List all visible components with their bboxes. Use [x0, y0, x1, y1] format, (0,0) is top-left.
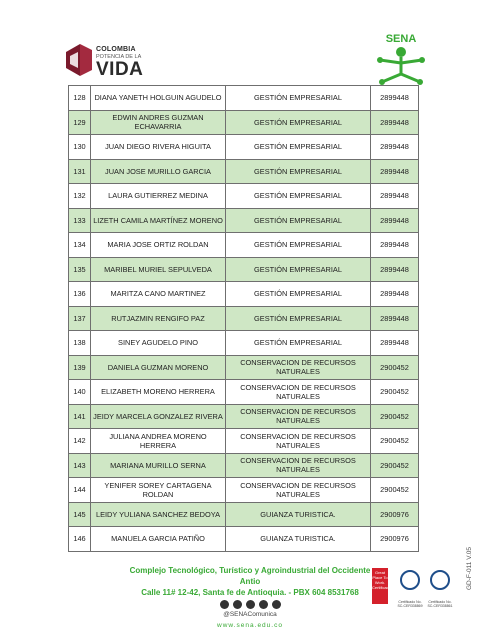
- program-name: GESTIÓN EMPRESARIAL: [226, 110, 371, 135]
- student-name: JULIANA ANDREA MORENO HERRERA: [91, 429, 226, 454]
- program-code: 2899448: [371, 159, 419, 184]
- colombia-flag-icon: [66, 44, 92, 76]
- program-name: GESTIÓN EMPRESARIAL: [226, 233, 371, 258]
- program-code: 2900452: [371, 355, 419, 380]
- program-name: GESTIÓN EMPRESARIAL: [226, 86, 371, 111]
- table-row: [69, 527, 419, 552]
- students-table: [68, 85, 419, 552]
- certificate-number: Certificado No. SC-CER338861: [427, 600, 453, 608]
- row-number: 135: [69, 257, 91, 282]
- table-row: [69, 135, 419, 160]
- student-name: ELIZABETH MORENO HERRERA: [91, 380, 226, 405]
- program-code: 2900452: [371, 429, 419, 454]
- table-row: [69, 331, 419, 356]
- program-name: GUIANZA TURISTICA.: [226, 502, 371, 527]
- program-name: CONSERVACION DE RECURSOS NATURALES: [226, 355, 371, 380]
- sena-text: SENA: [385, 33, 417, 45]
- table-row: [69, 86, 419, 111]
- program-code: 2900976: [371, 527, 419, 552]
- table-row: [69, 306, 419, 331]
- program-code: 2900976: [371, 502, 419, 527]
- document-code: GD-F-011 V.05: [466, 547, 473, 590]
- program-code: 2900452: [371, 404, 419, 429]
- table-row: [69, 404, 419, 429]
- website-link[interactable]: www.sena.edu.co: [217, 622, 283, 629]
- table-row: [69, 282, 419, 307]
- logo-line3: VIDA: [96, 59, 144, 80]
- row-number: 128: [69, 86, 91, 111]
- footer-line2: Calle 11# 12-42, Santa fe de Antioquia. - PBX 604 8531768: [141, 588, 359, 597]
- row-number: 143: [69, 453, 91, 478]
- row-number: 133: [69, 208, 91, 233]
- student-name: DIANA YANETH HOLGUIN AGUDELO: [91, 86, 226, 111]
- student-name: LIZETH CAMILA MARTÍNEZ MORENO: [91, 208, 226, 233]
- program-code: 2900452: [371, 380, 419, 405]
- program-code: 2899448: [371, 110, 419, 135]
- program-code: 2899448: [371, 331, 419, 356]
- student-name: DANIELA GUZMAN MORENO: [91, 355, 226, 380]
- student-name: YENIFER SOREY CARTAGENA ROLDAN: [91, 478, 226, 503]
- table-row: [69, 110, 419, 135]
- row-number: 140: [69, 380, 91, 405]
- program-code: 2900452: [371, 453, 419, 478]
- student-name: LEIDY YULIANA SANCHEZ BEDOYA: [91, 502, 226, 527]
- program-name: GESTIÓN EMPRESARIAL: [226, 208, 371, 233]
- footer: [120, 565, 380, 629]
- table-row: [69, 453, 419, 478]
- row-number: 132: [69, 184, 91, 209]
- student-name: SINEY AGUDELO PINO: [91, 331, 226, 356]
- table-row: [69, 184, 419, 209]
- table-row: [69, 478, 419, 503]
- program-code: 2899448: [371, 282, 419, 307]
- certification-seal-icon: [430, 570, 450, 590]
- table-row: [69, 208, 419, 233]
- table-row: [69, 502, 419, 527]
- student-name: JUAN JOSE MURILLO GARCIA: [91, 159, 226, 184]
- facebook-icon[interactable]: [233, 600, 242, 609]
- twitter-icon[interactable]: [246, 600, 255, 609]
- program-name: GESTIÓN EMPRESARIAL: [226, 159, 371, 184]
- social-handle: @SENAComunica: [223, 611, 277, 618]
- student-name: MARIA JOSE ORTIZ ROLDAN: [91, 233, 226, 258]
- program-code: 2899448: [371, 86, 419, 111]
- logo-line1: COLOMBIA: [96, 46, 136, 53]
- program-name: GESTIÓN EMPRESARIAL: [226, 282, 371, 307]
- row-number: 142: [69, 429, 91, 454]
- colombia-logo: [66, 44, 176, 78]
- student-name: EDWIN ANDRES GUZMAN ECHAVARRIA: [91, 110, 226, 135]
- student-name: LAURA GUTIERREZ MEDINA: [91, 184, 226, 209]
- program-name: CONSERVACION DE RECURSOS NATURALES: [226, 453, 371, 478]
- row-number: 139: [69, 355, 91, 380]
- logo-line2: POTENCIA DE LA: [96, 54, 142, 60]
- row-number: 137: [69, 306, 91, 331]
- row-number: 136: [69, 282, 91, 307]
- program-name: GESTIÓN EMPRESARIAL: [226, 257, 371, 282]
- program-name: GESTIÓN EMPRESARIAL: [226, 331, 371, 356]
- row-number: 146: [69, 527, 91, 552]
- program-code: 2899448: [371, 208, 419, 233]
- sena-logo: [372, 30, 430, 86]
- program-name: CONSERVACION DE RECURSOS NATURALES: [226, 380, 371, 405]
- row-number: 141: [69, 404, 91, 429]
- student-name: MARITZA CANO MARTINEZ: [91, 282, 226, 307]
- program-code: 2900452: [371, 478, 419, 503]
- program-name: GESTIÓN EMPRESARIAL: [226, 306, 371, 331]
- row-number: 144: [69, 478, 91, 503]
- row-number: 145: [69, 502, 91, 527]
- row-number: 131: [69, 159, 91, 184]
- student-name: JUAN DIEGO RIVERA HIGUITA: [91, 135, 226, 160]
- student-name: MARIBEL MURIEL SEPULVEDA: [91, 257, 226, 282]
- student-name: JEIDY MARCELA GONZALEZ RIVERA: [91, 404, 226, 429]
- table-row: [69, 257, 419, 282]
- row-number: 130: [69, 135, 91, 160]
- program-name: CONSERVACION DE RECURSOS NATURALES: [226, 429, 371, 454]
- youtube-icon[interactable]: [259, 600, 268, 609]
- student-name: RUTJAZMIN RENGIFO PAZ: [91, 306, 226, 331]
- linkedin-icon[interactable]: [272, 600, 281, 609]
- program-name: GESTIÓN EMPRESARIAL: [226, 184, 371, 209]
- student-name: MARIANA MURILLO SERNA: [91, 453, 226, 478]
- table-row: [69, 233, 419, 258]
- social-icons: [120, 600, 380, 609]
- certification-seal-icon: [400, 570, 420, 590]
- program-code: 2899448: [371, 135, 419, 160]
- student-name: MANUELA GARCIA PATIÑO: [91, 527, 226, 552]
- program-code: 2899448: [371, 306, 419, 331]
- program-name: GESTIÓN EMPRESARIAL: [226, 135, 371, 160]
- program-code: 2899448: [371, 233, 419, 258]
- row-number: 129: [69, 110, 91, 135]
- instagram-icon[interactable]: [220, 600, 229, 609]
- program-code: 2899448: [371, 184, 419, 209]
- table-row: [69, 355, 419, 380]
- program-name: CONSERVACION DE RECURSOS NATURALES: [226, 404, 371, 429]
- program-name: GUIANZA TURISTICA.: [226, 527, 371, 552]
- row-number: 134: [69, 233, 91, 258]
- table-row: [69, 429, 419, 454]
- program-name: CONSERVACION DE RECURSOS NATURALES: [226, 478, 371, 503]
- table-row: [69, 159, 419, 184]
- table-row: [69, 380, 419, 405]
- row-number: 138: [69, 331, 91, 356]
- program-code: 2899448: [371, 257, 419, 282]
- certificate-number: Certificado No. SC-CER338869: [397, 600, 423, 608]
- great-place-to-work-badge: Great Place To Work. Certificada: [372, 568, 388, 604]
- footer-line1: Complejo Tecnológico, Turístico y Agroindustrial del Occidente Antio: [129, 566, 371, 586]
